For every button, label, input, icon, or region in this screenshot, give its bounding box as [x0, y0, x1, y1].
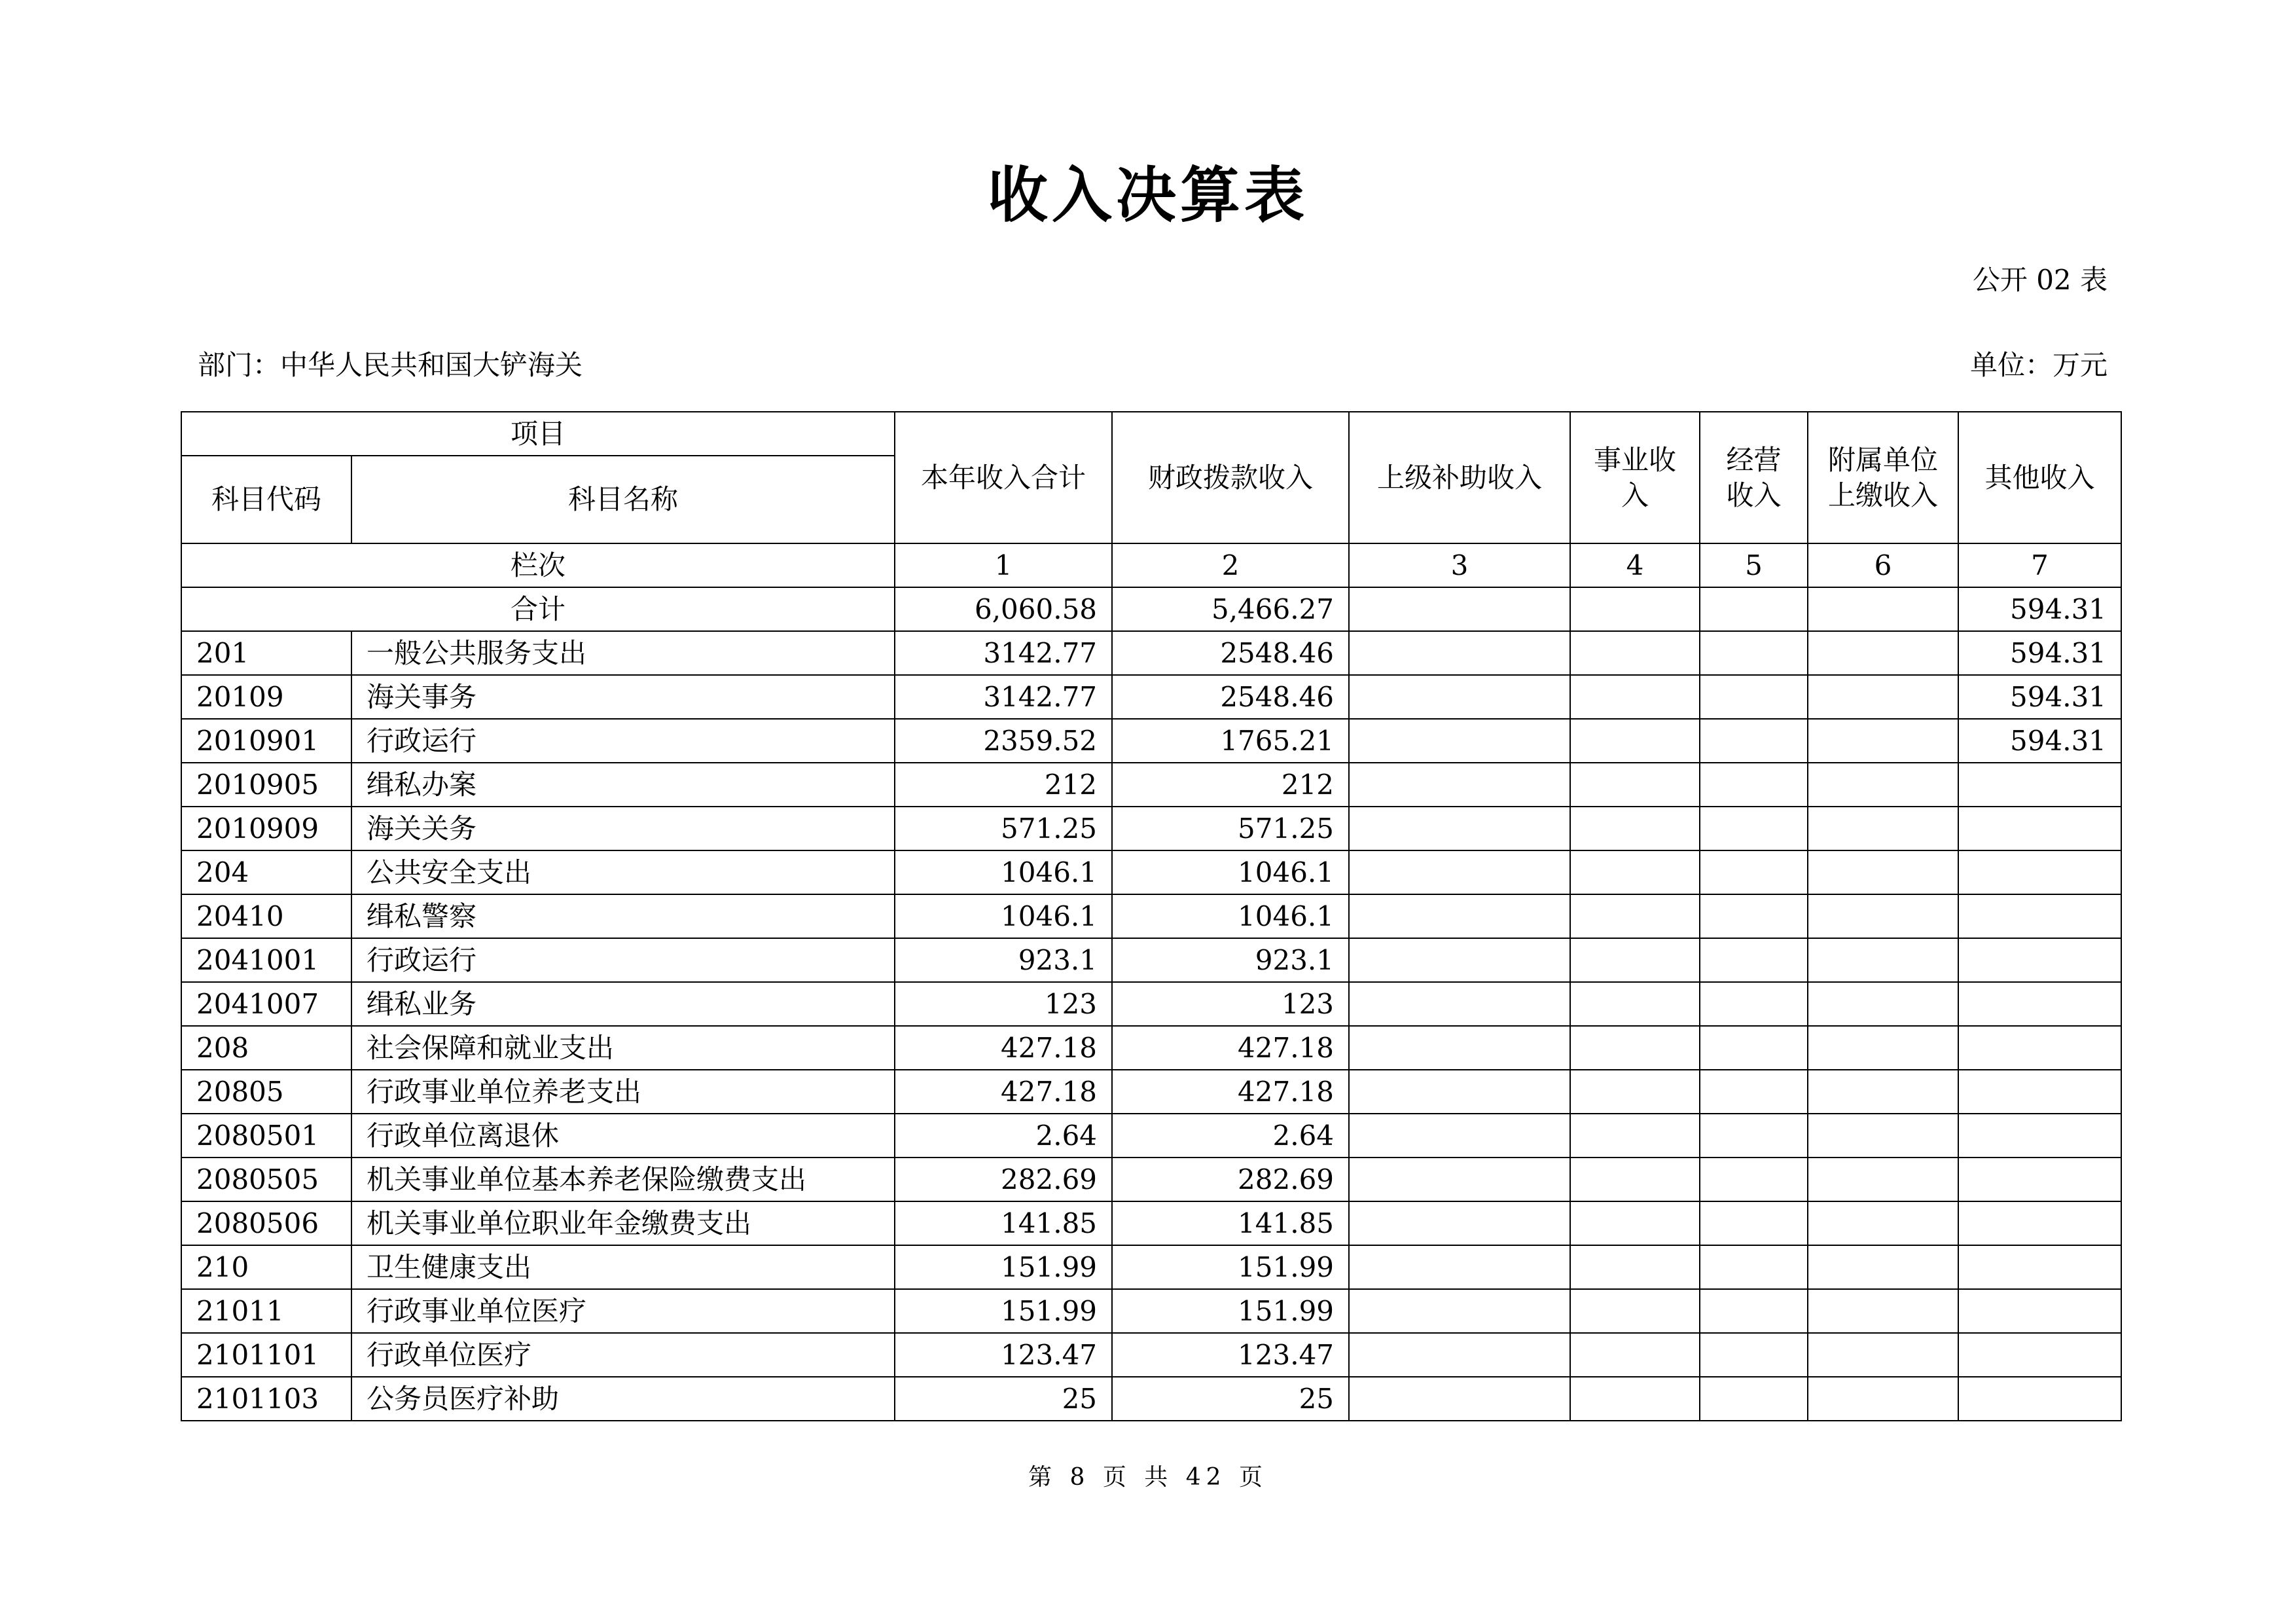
subject-code-cell: 21011: [181, 1289, 351, 1333]
amount-cell: [1958, 982, 2121, 1026]
header-project: 项目: [181, 412, 895, 456]
amount-cell: 1765.21: [1112, 719, 1349, 763]
total-cell: 594.31: [1958, 587, 2121, 631]
amount-cell: 427.18: [895, 1070, 1112, 1114]
column-number-row: [181, 543, 2121, 587]
amount-cell: [1570, 1158, 1700, 1201]
amount-cell: 594.31: [1958, 675, 2121, 719]
amount-cell: [1700, 1158, 1808, 1201]
table-row: [181, 1377, 2121, 1421]
total-cell: [1349, 587, 1570, 631]
amount-cell: [1349, 1245, 1570, 1289]
amount-cell: [1808, 1114, 1958, 1158]
amount-cell: [1349, 807, 1570, 850]
amount-cell: [1958, 1026, 2121, 1070]
amount-cell: [1570, 982, 1700, 1026]
unit-label: 单位：万元: [1969, 349, 2108, 381]
table-row: [181, 1114, 2121, 1158]
subject-code-cell: 2080506: [181, 1201, 351, 1245]
amount-cell: [1958, 1070, 2121, 1114]
amount-cell: [1808, 675, 1958, 719]
column-number: 5: [1700, 543, 1808, 587]
amount-cell: 427.18: [1112, 1070, 1349, 1114]
subject-code-cell: 2101101: [181, 1333, 351, 1377]
amount-cell: 151.99: [895, 1289, 1112, 1333]
amount-cell: [1349, 982, 1570, 1026]
amount-cell: [1349, 675, 1570, 719]
subject-name-cell: 行政单位医疗: [351, 1333, 895, 1377]
total-cell: [1808, 587, 1958, 631]
total-cell: 6,060.58: [895, 587, 1112, 631]
column-number-label: 栏次: [181, 543, 895, 587]
amount-cell: [1808, 1245, 1958, 1289]
table-row: [181, 894, 2121, 938]
amount-cell: [1700, 1070, 1808, 1114]
amount-cell: [1349, 938, 1570, 982]
header-fiscal-income: 财政拨款收入: [1112, 412, 1349, 543]
amount-cell: 594.31: [1958, 631, 2121, 675]
amount-cell: [1700, 938, 1808, 982]
income-table: [181, 411, 2122, 1421]
amount-cell: [1570, 1070, 1700, 1114]
table-row: [181, 1158, 2121, 1201]
amount-cell: 427.18: [1112, 1026, 1349, 1070]
amount-cell: [1808, 631, 1958, 675]
subject-name-cell: 行政事业单位养老支出: [351, 1070, 895, 1114]
amount-cell: [1808, 1333, 1958, 1377]
table-row: [181, 982, 2121, 1026]
subject-name-cell: 缉私业务: [351, 982, 895, 1026]
amount-cell: [1808, 850, 1958, 894]
amount-cell: 571.25: [1112, 807, 1349, 850]
amount-cell: 2359.52: [895, 719, 1112, 763]
amount-cell: 141.85: [1112, 1201, 1349, 1245]
amount-cell: [1570, 719, 1700, 763]
subject-code-cell: 2101103: [181, 1377, 351, 1421]
amount-cell: 123.47: [1112, 1333, 1349, 1377]
subject-name-cell: 公共安全支出: [351, 850, 895, 894]
subject-code-cell: 20109: [181, 675, 351, 719]
amount-cell: [1570, 631, 1700, 675]
amount-cell: [1349, 850, 1570, 894]
amount-cell: 3142.77: [895, 675, 1112, 719]
amount-cell: [1570, 938, 1700, 982]
amount-cell: 212: [1112, 763, 1349, 807]
amount-cell: 1046.1: [895, 850, 1112, 894]
amount-cell: 123.47: [895, 1333, 1112, 1377]
table-row: [181, 807, 2121, 850]
subject-code-cell: 210: [181, 1245, 351, 1289]
subject-code-cell: 2010901: [181, 719, 351, 763]
amount-cell: [1570, 763, 1700, 807]
department-label: 部门：中华人民共和国大铲海关: [198, 349, 583, 381]
amount-cell: 427.18: [895, 1026, 1112, 1070]
amount-cell: [1349, 1377, 1570, 1421]
amount-cell: [1700, 719, 1808, 763]
subject-code-cell: 2041007: [181, 982, 351, 1026]
subject-code-cell: 2010905: [181, 763, 351, 807]
amount-cell: [1700, 982, 1808, 1026]
total-label: 合计: [181, 587, 895, 631]
subject-name-cell: 卫生健康支出: [351, 1245, 895, 1289]
amount-cell: [1700, 1245, 1808, 1289]
amount-cell: [1958, 938, 2121, 982]
amount-cell: [1349, 719, 1570, 763]
amount-cell: 1046.1: [1112, 894, 1349, 938]
subject-name-cell: 机关事业单位基本养老保险缴费支出: [351, 1158, 895, 1201]
amount-cell: 3142.77: [895, 631, 1112, 675]
amount-cell: [1700, 894, 1808, 938]
table-row: [181, 1070, 2121, 1114]
amount-cell: [1700, 1377, 1808, 1421]
amount-cell: [1958, 850, 2121, 894]
amount-cell: [1958, 1201, 2121, 1245]
amount-cell: 923.1: [1112, 938, 1349, 982]
amount-cell: 594.31: [1958, 719, 2121, 763]
subject-code-cell: 201: [181, 631, 351, 675]
amount-cell: [1700, 807, 1808, 850]
amount-cell: [1808, 1201, 1958, 1245]
amount-cell: 212: [895, 763, 1112, 807]
amount-cell: [1349, 631, 1570, 675]
amount-cell: [1349, 894, 1570, 938]
amount-cell: [1808, 1026, 1958, 1070]
table-row: [181, 1201, 2121, 1245]
amount-cell: [1958, 1158, 2121, 1201]
column-number: 2: [1112, 543, 1349, 587]
subject-code-cell: 20805: [181, 1070, 351, 1114]
amount-cell: [1700, 1333, 1808, 1377]
subject-name-cell: 行政运行: [351, 938, 895, 982]
page-title: 收入决算表: [987, 160, 1308, 230]
subject-name-cell: 行政事业单位医疗: [351, 1289, 895, 1333]
subject-code-cell: 2010909: [181, 807, 351, 850]
amount-cell: 151.99: [1112, 1289, 1349, 1333]
subject-name-cell: 行政运行: [351, 719, 895, 763]
header-superior-subsidy: 上级补助收入: [1349, 412, 1570, 543]
amount-cell: [1958, 1114, 2121, 1158]
subject-code-cell: 2080505: [181, 1158, 351, 1201]
amount-cell: 2.64: [1112, 1114, 1349, 1158]
amount-cell: [1808, 894, 1958, 938]
amount-cell: [1570, 1333, 1700, 1377]
amount-cell: [1700, 675, 1808, 719]
subject-code-cell: 2080501: [181, 1114, 351, 1158]
table-row: [181, 631, 2121, 675]
amount-cell: 2548.46: [1112, 631, 1349, 675]
amount-cell: [1808, 807, 1958, 850]
subject-name-cell: 缉私警察: [351, 894, 895, 938]
amount-cell: [1349, 1333, 1570, 1377]
amount-cell: 25: [895, 1377, 1112, 1421]
table-row: [181, 1289, 2121, 1333]
table-row: [181, 938, 2121, 982]
header-operating-income: 经营收入: [1700, 412, 1808, 543]
amount-cell: [1700, 763, 1808, 807]
amount-cell: [1700, 1114, 1808, 1158]
header-subject-name: 科目名称: [351, 456, 895, 543]
amount-cell: 282.69: [1112, 1158, 1349, 1201]
amount-cell: [1808, 938, 1958, 982]
table-row: [181, 850, 2121, 894]
amount-cell: 141.85: [895, 1201, 1112, 1245]
amount-cell: [1349, 1289, 1570, 1333]
amount-cell: [1700, 1026, 1808, 1070]
amount-cell: [1808, 1289, 1958, 1333]
header-total-income: 本年收入合计: [895, 412, 1112, 543]
table-row: [181, 719, 2121, 763]
page-footer: 第 8 页 共 42 页: [1028, 1464, 1268, 1491]
total-cell: [1570, 587, 1700, 631]
table-row: [181, 763, 2121, 807]
amount-cell: [1808, 719, 1958, 763]
amount-cell: [1958, 807, 2121, 850]
amount-cell: [1700, 631, 1808, 675]
subject-name-cell: 缉私办案: [351, 763, 895, 807]
amount-cell: 25: [1112, 1377, 1349, 1421]
amount-cell: [1808, 763, 1958, 807]
subject-name-cell: 一般公共服务支出: [351, 631, 895, 675]
amount-cell: [1570, 894, 1700, 938]
amount-cell: 571.25: [895, 807, 1112, 850]
amount-cell: [1570, 1026, 1700, 1070]
column-number: 1: [895, 543, 1112, 587]
amount-cell: 1046.1: [1112, 850, 1349, 894]
amount-cell: [1570, 1245, 1700, 1289]
total-cell: 5,466.27: [1112, 587, 1349, 631]
amount-cell: 2.64: [895, 1114, 1112, 1158]
amount-cell: 151.99: [1112, 1245, 1349, 1289]
subject-name-cell: 行政单位离退休: [351, 1114, 895, 1158]
amount-cell: [1808, 982, 1958, 1026]
subject-code-cell: 208: [181, 1026, 351, 1070]
table-row: [181, 1245, 2121, 1289]
table-row: [181, 1026, 2121, 1070]
amount-cell: [1570, 850, 1700, 894]
amount-cell: [1349, 763, 1570, 807]
total-cell: [1700, 587, 1808, 631]
amount-cell: [1958, 763, 2121, 807]
amount-cell: 923.1: [895, 938, 1112, 982]
amount-cell: [1570, 807, 1700, 850]
amount-cell: [1808, 1158, 1958, 1201]
amount-cell: [1349, 1158, 1570, 1201]
amount-cell: [1958, 894, 2121, 938]
amount-cell: [1700, 850, 1808, 894]
header-subject-code: 科目代码: [181, 456, 351, 543]
column-number: 4: [1570, 543, 1700, 587]
total-row: [181, 587, 2121, 631]
amount-cell: 123: [895, 982, 1112, 1026]
subject-name-cell: 海关关务: [351, 807, 895, 850]
header-affiliated-income: 附属单位上缴收入: [1808, 412, 1958, 543]
amount-cell: [1570, 1114, 1700, 1158]
amount-cell: 1046.1: [895, 894, 1112, 938]
amount-cell: [1570, 1377, 1700, 1421]
amount-cell: 123: [1112, 982, 1349, 1026]
column-number: 3: [1349, 543, 1570, 587]
form-number: 公开 02 表: [1972, 264, 2108, 296]
amount-cell: [1958, 1289, 2121, 1333]
amount-cell: [1349, 1114, 1570, 1158]
subject-name-cell: 机关事业单位职业年金缴费支出: [351, 1201, 895, 1245]
amount-cell: [1570, 675, 1700, 719]
subject-name-cell: 公务员医疗补助: [351, 1377, 895, 1421]
amount-cell: 282.69: [895, 1158, 1112, 1201]
amount-cell: [1700, 1201, 1808, 1245]
amount-cell: [1700, 1289, 1808, 1333]
amount-cell: [1808, 1070, 1958, 1114]
header-business-income: 事业收入: [1570, 412, 1700, 543]
amount-cell: [1808, 1377, 1958, 1421]
table-row: [181, 675, 2121, 719]
subject-name-cell: 海关事务: [351, 675, 895, 719]
subject-code-cell: 204: [181, 850, 351, 894]
amount-cell: [1958, 1377, 2121, 1421]
amount-cell: [1958, 1245, 2121, 1289]
amount-cell: 151.99: [895, 1245, 1112, 1289]
subject-code-cell: 20410: [181, 894, 351, 938]
amount-cell: [1570, 1289, 1700, 1333]
amount-cell: [1349, 1201, 1570, 1245]
column-number: 7: [1958, 543, 2121, 587]
subject-code-cell: 2041001: [181, 938, 351, 982]
column-number: 6: [1808, 543, 1958, 587]
subject-name-cell: 社会保障和就业支出: [351, 1026, 895, 1070]
header-other-income: 其他收入: [1958, 412, 2121, 543]
amount-cell: [1349, 1070, 1570, 1114]
amount-cell: [1958, 1333, 2121, 1377]
amount-cell: [1349, 1026, 1570, 1070]
amount-cell: 2548.46: [1112, 675, 1349, 719]
table-row: [181, 1333, 2121, 1377]
amount-cell: [1570, 1201, 1700, 1245]
